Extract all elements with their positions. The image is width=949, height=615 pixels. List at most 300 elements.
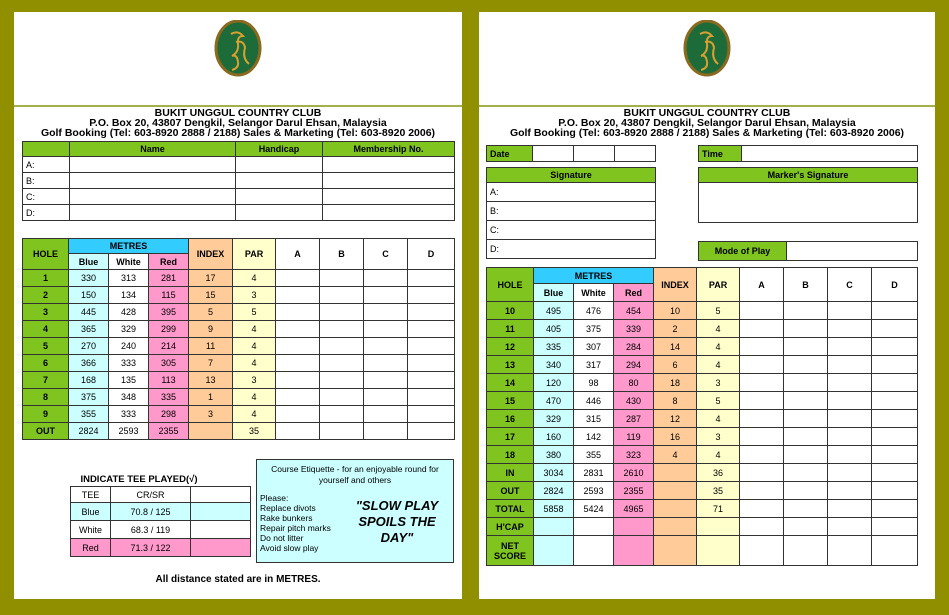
player-c-score-cell[interactable] xyxy=(828,446,872,464)
hole-row xyxy=(23,304,455,321)
white-distance: 2831 xyxy=(574,464,614,482)
players-table xyxy=(22,141,455,221)
blue-distance: 120 xyxy=(534,374,574,392)
player-d-score-cell[interactable] xyxy=(872,410,918,428)
player-a-score-cell[interactable] xyxy=(740,410,784,428)
tee-blue-checkbox[interactable] xyxy=(191,503,251,521)
etiquette-list xyxy=(260,493,331,553)
player-a-score-cell[interactable] xyxy=(276,304,320,321)
player-d-score-cell[interactable] xyxy=(872,428,918,446)
player-c-score-cell[interactable] xyxy=(828,428,872,446)
player-c-score-cell[interactable] xyxy=(828,356,872,374)
blue-distance: 168 xyxy=(69,372,109,389)
par-value: 71 xyxy=(697,500,740,518)
blue-distance: 365 xyxy=(69,321,109,338)
white-distance: 307 xyxy=(574,338,614,356)
hole-number: 15 xyxy=(487,392,534,410)
white-distance: 240 xyxy=(109,338,149,355)
player-b-score-cell[interactable] xyxy=(784,446,828,464)
red-distance: 80 xyxy=(614,374,654,392)
red-distance: 4965 xyxy=(614,500,654,518)
date-year-field[interactable] xyxy=(615,146,656,162)
blue-distance: 470 xyxy=(534,392,574,410)
player-b-score-cell[interactable] xyxy=(784,428,828,446)
par-value: 4 xyxy=(697,356,740,374)
player-c-name-field[interactable] xyxy=(70,189,236,205)
player-c-score-cell[interactable] xyxy=(828,464,872,482)
player-a-membership-field[interactable] xyxy=(323,157,455,173)
player-a-score-cell[interactable] xyxy=(276,389,320,406)
stroke-index: 2 xyxy=(654,320,697,338)
club-logo xyxy=(206,20,270,84)
red-distance: 339 xyxy=(614,320,654,338)
blue-distance: 375 xyxy=(69,389,109,406)
hole-row xyxy=(23,338,455,355)
stroke-index: 17 xyxy=(189,270,233,287)
date-table xyxy=(486,145,656,162)
player-b-score-cell[interactable] xyxy=(784,536,828,566)
player-d-score-cell[interactable] xyxy=(872,446,918,464)
player-b-score-cell[interactable] xyxy=(320,304,364,321)
white-distance: 355 xyxy=(574,446,614,464)
etiquette-item: Do not litter xyxy=(260,533,304,543)
hole-number: 16 xyxy=(487,410,534,428)
blue-distance: 405 xyxy=(534,320,574,338)
par-value: 4 xyxy=(233,321,276,338)
player-c-score-cell[interactable] xyxy=(828,320,872,338)
player-b-score-cell[interactable] xyxy=(784,464,828,482)
club-contacts: Golf Booking (Tel: 603-8920 2888 / 2188) Sales & Marketing (Tel: 603-8920 2006) xyxy=(40,127,436,139)
hole-row xyxy=(487,356,918,374)
blue-distance: 340 xyxy=(534,356,574,374)
player-a-score-cell[interactable] xyxy=(740,338,784,356)
hole-row xyxy=(487,302,918,320)
tee-header: TEE xyxy=(71,487,111,503)
blue-distance: 380 xyxy=(534,446,574,464)
player-c-score-cell[interactable] xyxy=(364,406,408,423)
blue-distance: 495 xyxy=(534,302,574,320)
player-d-score-cell[interactable] xyxy=(872,500,918,518)
player-c-score-cell[interactable] xyxy=(364,355,408,372)
player-c-score-cell[interactable] xyxy=(828,482,872,500)
player-c-score-cell[interactable] xyxy=(828,500,872,518)
white-distance: 2593 xyxy=(574,482,614,500)
player-b-score-cell[interactable] xyxy=(784,392,828,410)
player-b-score-cell[interactable] xyxy=(784,500,828,518)
hole-row xyxy=(23,321,455,338)
par-value: 4 xyxy=(697,446,740,464)
player-a-handicap-field[interactable] xyxy=(236,157,323,173)
hole-row xyxy=(487,500,918,518)
marker-signature-field[interactable] xyxy=(699,183,918,223)
player-a-score-cell[interactable] xyxy=(276,423,320,440)
player-c-score-cell[interactable] xyxy=(364,372,408,389)
white-distance: 317 xyxy=(574,356,614,374)
player-d-name-field[interactable] xyxy=(70,205,236,221)
red-distance xyxy=(614,536,654,566)
blue-distance: 160 xyxy=(534,428,574,446)
player-d-score-cell[interactable] xyxy=(872,356,918,374)
player-d-score-cell[interactable] xyxy=(408,304,455,321)
marker-signature-header: Marker's Signature xyxy=(699,168,918,183)
red-distance: 430 xyxy=(614,392,654,410)
signature-a[interactable]: A: xyxy=(487,183,656,202)
club-address: P.O. Box 20, 43807 Dengkil, Selangor Darul Ehsan, Malaysia xyxy=(558,117,856,129)
hole-row xyxy=(487,536,918,566)
player-a-score-cell[interactable] xyxy=(740,302,784,320)
par-value: 4 xyxy=(697,320,740,338)
player-d-score-cell[interactable] xyxy=(872,320,918,338)
player-a-score-cell[interactable] xyxy=(740,374,784,392)
player-c-score-cell[interactable] xyxy=(364,389,408,406)
time-label: Time xyxy=(699,146,742,162)
player-a-score-cell[interactable] xyxy=(740,464,784,482)
player-a-score-cell[interactable] xyxy=(740,482,784,500)
par-value: 5 xyxy=(233,304,276,321)
red-distance: 454 xyxy=(614,302,654,320)
stroke-index: 14 xyxy=(654,338,697,356)
hole-number: 5 xyxy=(23,338,69,355)
signature-c[interactable]: C: xyxy=(487,221,656,240)
hole-row xyxy=(487,446,918,464)
tee-red-checkbox[interactable] xyxy=(191,539,251,557)
hole-row xyxy=(487,518,918,536)
player-b-score-cell[interactable] xyxy=(320,423,364,440)
hole-row xyxy=(23,287,455,304)
back-nine-scorecard xyxy=(486,267,918,566)
player-b-header: B xyxy=(320,239,364,270)
player-d-label: D: xyxy=(23,205,70,221)
white-header: White xyxy=(109,254,149,270)
scorecard-front xyxy=(14,12,462,599)
player-a-score-cell[interactable] xyxy=(740,428,784,446)
stroke-index: 12 xyxy=(654,410,697,428)
hole-row xyxy=(487,374,918,392)
red-distance: 284 xyxy=(614,338,654,356)
player-b-membership-field[interactable] xyxy=(323,173,455,189)
hole-number: TOTAL xyxy=(487,500,534,518)
player-a-score-cell[interactable] xyxy=(276,287,320,304)
red-distance xyxy=(614,518,654,536)
player-c-score-cell[interactable] xyxy=(364,270,408,287)
player-d-score-cell[interactable] xyxy=(872,392,918,410)
club-logo xyxy=(675,20,739,84)
player-c-score-cell[interactable] xyxy=(364,321,408,338)
player-b-score-cell[interactable] xyxy=(320,270,364,287)
front-nine-scorecard xyxy=(22,238,455,440)
etiquette-item: Rake bunkers xyxy=(260,513,313,523)
stroke-index: 3 xyxy=(189,406,233,423)
player-b-score-cell[interactable] xyxy=(784,410,828,428)
index-header: INDEX xyxy=(189,239,233,270)
hole-number: 11 xyxy=(487,320,534,338)
scorecard-back xyxy=(479,12,935,599)
red-header: Red xyxy=(149,254,189,270)
player-a-score-cell[interactable] xyxy=(740,500,784,518)
player-d-score-cell[interactable] xyxy=(872,464,918,482)
player-c-score-cell[interactable] xyxy=(828,536,872,566)
player-d-score-cell[interactable] xyxy=(408,270,455,287)
crsr-header: CR/SR xyxy=(111,487,191,503)
player-c-handicap-field[interactable] xyxy=(236,189,323,205)
player-d-header: D xyxy=(408,239,455,270)
par-value: 36 xyxy=(697,464,740,482)
tee-table xyxy=(70,486,251,557)
player-d-score-cell[interactable] xyxy=(408,372,455,389)
player-d-score-cell[interactable] xyxy=(408,406,455,423)
hole-row xyxy=(487,464,918,482)
blue-distance: 335 xyxy=(534,338,574,356)
player-d-score-cell[interactable] xyxy=(872,536,918,566)
name-header: Name xyxy=(70,142,236,157)
hole-number: 2 xyxy=(23,287,69,304)
player-b-score-cell[interactable] xyxy=(784,518,828,536)
index-header: INDEX xyxy=(654,268,697,302)
player-b-score-cell[interactable] xyxy=(320,406,364,423)
player-a-score-cell[interactable] xyxy=(276,372,320,389)
player-d-score-cell[interactable] xyxy=(872,302,918,320)
player-d-score-cell[interactable] xyxy=(408,423,455,440)
blue-distance: 270 xyxy=(69,338,109,355)
blue-distance: 5858 xyxy=(534,500,574,518)
white-distance: 446 xyxy=(574,392,614,410)
par-value: 35 xyxy=(697,482,740,500)
etiquette-item: Repair pitch marks xyxy=(260,523,331,533)
red-distance: 113 xyxy=(149,372,189,389)
white-distance: 2593 xyxy=(109,423,149,440)
stroke-index: 8 xyxy=(654,392,697,410)
player-c-score-cell[interactable] xyxy=(828,374,872,392)
player-d-score-cell[interactable] xyxy=(872,482,918,500)
club-address: P.O. Box 20, 43807 Dengkil, Selangor Darul Ehsan, Malaysia xyxy=(89,117,387,129)
slow-play-slogan: "SLOW PLAY SPOILS THE DAY" xyxy=(355,498,439,545)
tee-played-title: INDICATE TEE PLAYED(√) xyxy=(80,474,198,485)
blue-header: Blue xyxy=(534,284,574,302)
metres-header: METRES xyxy=(69,239,189,254)
player-b-score-cell[interactable] xyxy=(320,372,364,389)
tee-white-checkbox[interactable] xyxy=(191,521,251,539)
player-d-score-cell[interactable] xyxy=(408,355,455,372)
tee-blue-rating: 70.8 / 125 xyxy=(111,503,191,521)
player-c-score-cell[interactable] xyxy=(364,338,408,355)
player-c-score-cell[interactable] xyxy=(828,410,872,428)
red-distance: 299 xyxy=(149,321,189,338)
player-b-score-cell[interactable] xyxy=(784,482,828,500)
player-d-score-cell[interactable] xyxy=(872,374,918,392)
red-distance: 2355 xyxy=(149,423,189,440)
player-b-score-cell[interactable] xyxy=(784,356,828,374)
par-value: 4 xyxy=(233,406,276,423)
signature-b[interactable]: B: xyxy=(487,202,656,221)
player-b-score-cell[interactable] xyxy=(784,320,828,338)
tee-blue-label: Blue xyxy=(71,503,111,521)
player-b-score-cell[interactable] xyxy=(784,302,828,320)
red-distance: 2355 xyxy=(614,482,654,500)
hole-row xyxy=(23,270,455,287)
hole-number: 7 xyxy=(23,372,69,389)
par-value xyxy=(697,536,740,566)
signature-header: Signature xyxy=(487,168,656,183)
player-a-score-cell[interactable] xyxy=(276,406,320,423)
time-field[interactable] xyxy=(742,146,918,162)
hole-row xyxy=(23,355,455,372)
blue-distance: 366 xyxy=(69,355,109,372)
par-value: 5 xyxy=(697,302,740,320)
hole-row xyxy=(487,338,918,356)
hole-header: HOLE xyxy=(487,268,534,302)
player-c-header: C xyxy=(364,239,408,270)
stroke-index: 18 xyxy=(654,374,697,392)
hole-number: OUT xyxy=(23,423,69,440)
mode-of-play-table xyxy=(698,241,918,261)
stroke-index xyxy=(654,482,697,500)
red-distance: 305 xyxy=(149,355,189,372)
player-a-score-cell[interactable] xyxy=(740,356,784,374)
par-value: 3 xyxy=(697,374,740,392)
handicap-header: Handicap xyxy=(236,142,323,157)
player-a-score-cell[interactable] xyxy=(740,446,784,464)
white-distance: 428 xyxy=(109,304,149,321)
par-value: 5 xyxy=(697,392,740,410)
player-b-name-field[interactable] xyxy=(70,173,236,189)
par-header: PAR xyxy=(697,268,740,302)
player-b-score-cell[interactable] xyxy=(320,287,364,304)
white-header: White xyxy=(574,284,614,302)
club-name: BUKIT UNGGUL COUNTRY CLUB xyxy=(154,107,322,119)
stroke-index xyxy=(189,423,233,440)
par-value: 4 xyxy=(697,338,740,356)
player-a-score-cell[interactable] xyxy=(276,338,320,355)
blue-distance: 330 xyxy=(69,270,109,287)
red-distance: 335 xyxy=(149,389,189,406)
stroke-index: 13 xyxy=(189,372,233,389)
player-c-score-cell[interactable] xyxy=(828,338,872,356)
player-c-label: C: xyxy=(23,189,70,205)
player-d-score-cell[interactable] xyxy=(408,338,455,355)
stroke-index xyxy=(654,500,697,518)
white-distance: 333 xyxy=(109,406,149,423)
hole-number: IN xyxy=(487,464,534,482)
player-c-score-cell[interactable] xyxy=(364,304,408,321)
white-distance: 142 xyxy=(574,428,614,446)
player-a-name-field[interactable] xyxy=(70,157,236,173)
blue-distance: 445 xyxy=(69,304,109,321)
stroke-index: 11 xyxy=(189,338,233,355)
blue-distance: 355 xyxy=(69,406,109,423)
white-distance: 333 xyxy=(109,355,149,372)
par-value: 3 xyxy=(233,287,276,304)
player-c-score-cell[interactable] xyxy=(828,392,872,410)
hole-number: 18 xyxy=(487,446,534,464)
hole-header: HOLE xyxy=(23,239,69,270)
date-day-field[interactable] xyxy=(533,146,574,162)
blue-distance: 150 xyxy=(69,287,109,304)
player-a-score-cell[interactable] xyxy=(740,536,784,566)
mode-of-play-field[interactable] xyxy=(787,242,918,261)
stroke-index: 1 xyxy=(189,389,233,406)
white-distance xyxy=(574,518,614,536)
hole-number: 13 xyxy=(487,356,534,374)
par-value: 4 xyxy=(697,410,740,428)
player-d-score-cell[interactable] xyxy=(872,338,918,356)
blue-distance: 3034 xyxy=(534,464,574,482)
player-b-score-cell[interactable] xyxy=(784,338,828,356)
player-d-score-cell[interactable] xyxy=(872,518,918,536)
player-b-handicap-field[interactable] xyxy=(236,173,323,189)
back-nine-rows xyxy=(487,302,918,566)
player-c-score-cell[interactable] xyxy=(364,287,408,304)
hole-number: 12 xyxy=(487,338,534,356)
player-a-score-cell[interactable] xyxy=(740,518,784,536)
player-d-score-cell[interactable] xyxy=(408,389,455,406)
par-header: PAR xyxy=(233,239,276,270)
red-distance: 281 xyxy=(149,270,189,287)
player-d-score-cell[interactable] xyxy=(408,287,455,304)
par-value xyxy=(697,518,740,536)
player-a-score-cell[interactable] xyxy=(276,355,320,372)
player-d-score-cell[interactable] xyxy=(408,321,455,338)
hole-row xyxy=(487,320,918,338)
player-d-handicap-field[interactable] xyxy=(236,205,323,221)
etiquette-item: Replace divots xyxy=(260,503,316,513)
player-c-membership-field[interactable] xyxy=(323,189,455,205)
player-c-header: C xyxy=(828,268,872,302)
hole-number: 8 xyxy=(23,389,69,406)
blue-header: Blue xyxy=(69,254,109,270)
par-value: 4 xyxy=(233,355,276,372)
red-distance: 395 xyxy=(149,304,189,321)
player-c-score-cell[interactable] xyxy=(828,302,872,320)
tee-white-rating: 68.3 / 119 xyxy=(111,521,191,539)
blue-distance: 2824 xyxy=(534,482,574,500)
hole-row xyxy=(487,410,918,428)
tee-red-label: Red xyxy=(71,539,111,557)
player-c-score-cell[interactable] xyxy=(828,518,872,536)
signature-d[interactable]: D: xyxy=(487,240,656,259)
mode-of-play-label: Mode of Play xyxy=(699,242,787,261)
date-month-field[interactable] xyxy=(574,146,615,162)
red-distance: 294 xyxy=(614,356,654,374)
signature-table xyxy=(486,167,656,259)
player-b-score-cell[interactable] xyxy=(320,389,364,406)
player-a-label: A: xyxy=(23,157,70,173)
blue-distance xyxy=(534,518,574,536)
player-b-score-cell[interactable] xyxy=(320,355,364,372)
player-a-score-cell[interactable] xyxy=(276,321,320,338)
white-distance: 98 xyxy=(574,374,614,392)
red-header: Red xyxy=(614,284,654,302)
player-b-score-cell[interactable] xyxy=(320,321,364,338)
white-distance: 313 xyxy=(109,270,149,287)
player-d-membership-field[interactable] xyxy=(323,205,455,221)
player-b-score-cell[interactable] xyxy=(320,338,364,355)
player-a-score-cell[interactable] xyxy=(740,392,784,410)
hole-number: 3 xyxy=(23,304,69,321)
player-a-score-cell[interactable] xyxy=(276,270,320,287)
club-name: BUKIT UNGGUL COUNTRY CLUB xyxy=(623,107,791,119)
player-a-score-cell[interactable] xyxy=(740,320,784,338)
tee-white-label: White xyxy=(71,521,111,539)
player-c-score-cell[interactable] xyxy=(364,423,408,440)
player-b-score-cell[interactable] xyxy=(784,374,828,392)
white-distance: 329 xyxy=(109,321,149,338)
par-value: 3 xyxy=(233,372,276,389)
white-distance: 315 xyxy=(574,410,614,428)
blue-distance: 329 xyxy=(534,410,574,428)
hole-number: 6 xyxy=(23,355,69,372)
hole-number: 9 xyxy=(23,406,69,423)
stroke-index: 7 xyxy=(189,355,233,372)
